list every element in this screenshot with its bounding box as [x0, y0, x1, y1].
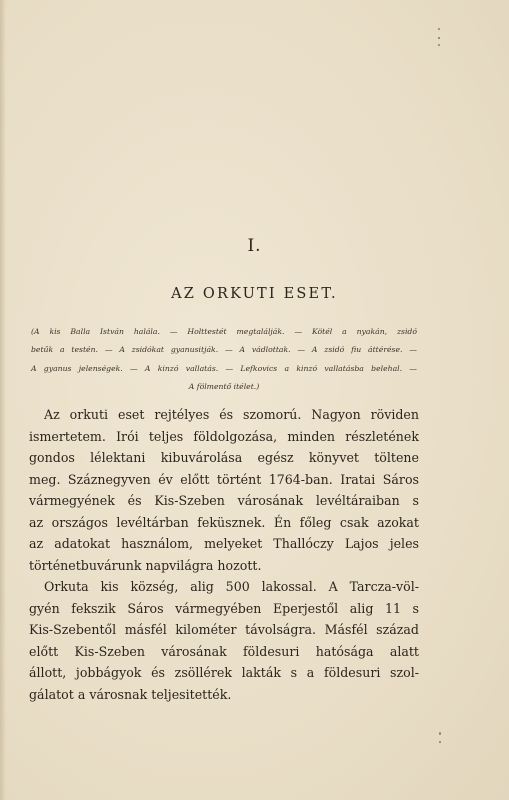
- summary-line: betűk a testén. — A zsidókat gyanusitják. — A vádlottak. — A zsidó fiu áttérése. —: [31, 345, 417, 355]
- paragraph-line: gálatot a városnak teljesitették.: [29, 686, 232, 702]
- paragraph-line: Kis-Szebentől másfél kilométer távolságra. Másfél század: [29, 622, 419, 637]
- chapter-summary: [31, 323, 417, 397]
- paragraph-line: gondos lélektani kibuvárolása egész könyvet töltene: [29, 450, 419, 465]
- summary-line: A fölmentő itélet.): [188, 382, 260, 392]
- paper-speck: [438, 28, 440, 30]
- summary-line: A gyanus jelenségek. — A kinzó vallatás. — Lefkovics a kinzó vallatásba belehal. —: [31, 363, 417, 373]
- paragraph-line: Orkuta kis község, alig 500 lakossal. A Tarcza-völ-: [44, 579, 419, 594]
- paragraph-line: előtt Kis-Szeben városának földesuri hatósága alatt: [29, 643, 419, 659]
- paragraph-line: állott, jobbágyok és zsöllérek lakták s a földesuri szol-: [29, 665, 419, 680]
- paper-speck: [439, 732, 441, 735]
- paper-speck: [439, 741, 441, 743]
- page-spine-shadow: [0, 0, 6, 800]
- chapter-number: I.: [247, 236, 262, 256]
- paragraph-line: ismertetem. Irói teljes földolgozása, minden részletének: [29, 428, 419, 444]
- paragraph-line: gyén fekszik Sáros vármegyében Eperjestől alig 11 s: [29, 600, 419, 616]
- paper-speck: [438, 44, 440, 46]
- chapter-title: AZ ORKUTI ESET.: [171, 286, 338, 302]
- paper-speck: [438, 37, 440, 39]
- paragraph-line: az adatokat használom, melyeket Thallóczy Lajos jeles: [29, 536, 419, 551]
- paragraph-line: meg. Száznegyven év előtt történt 1764-ban. Iratai Sáros: [29, 471, 419, 487]
- paragraph-line: az országos levéltárban feküsznek. Én főleg csak azokat: [29, 514, 419, 530]
- summary-line: (A kis Balla István halála. — Holttestét megtalálják. — Kötél a nyakán, zsidó: [31, 327, 417, 336]
- paragraph-line: történetbuvárunk napvilágra hozott.: [29, 557, 262, 573]
- paragraph-line: Az orkuti eset rejtélyes és szomorú. Nagyon röviden: [44, 407, 419, 422]
- body-text: [29, 404, 419, 705]
- paragraph-line: vármegyének és Kis-Szeben városának levéltáraiban s: [29, 493, 419, 508]
